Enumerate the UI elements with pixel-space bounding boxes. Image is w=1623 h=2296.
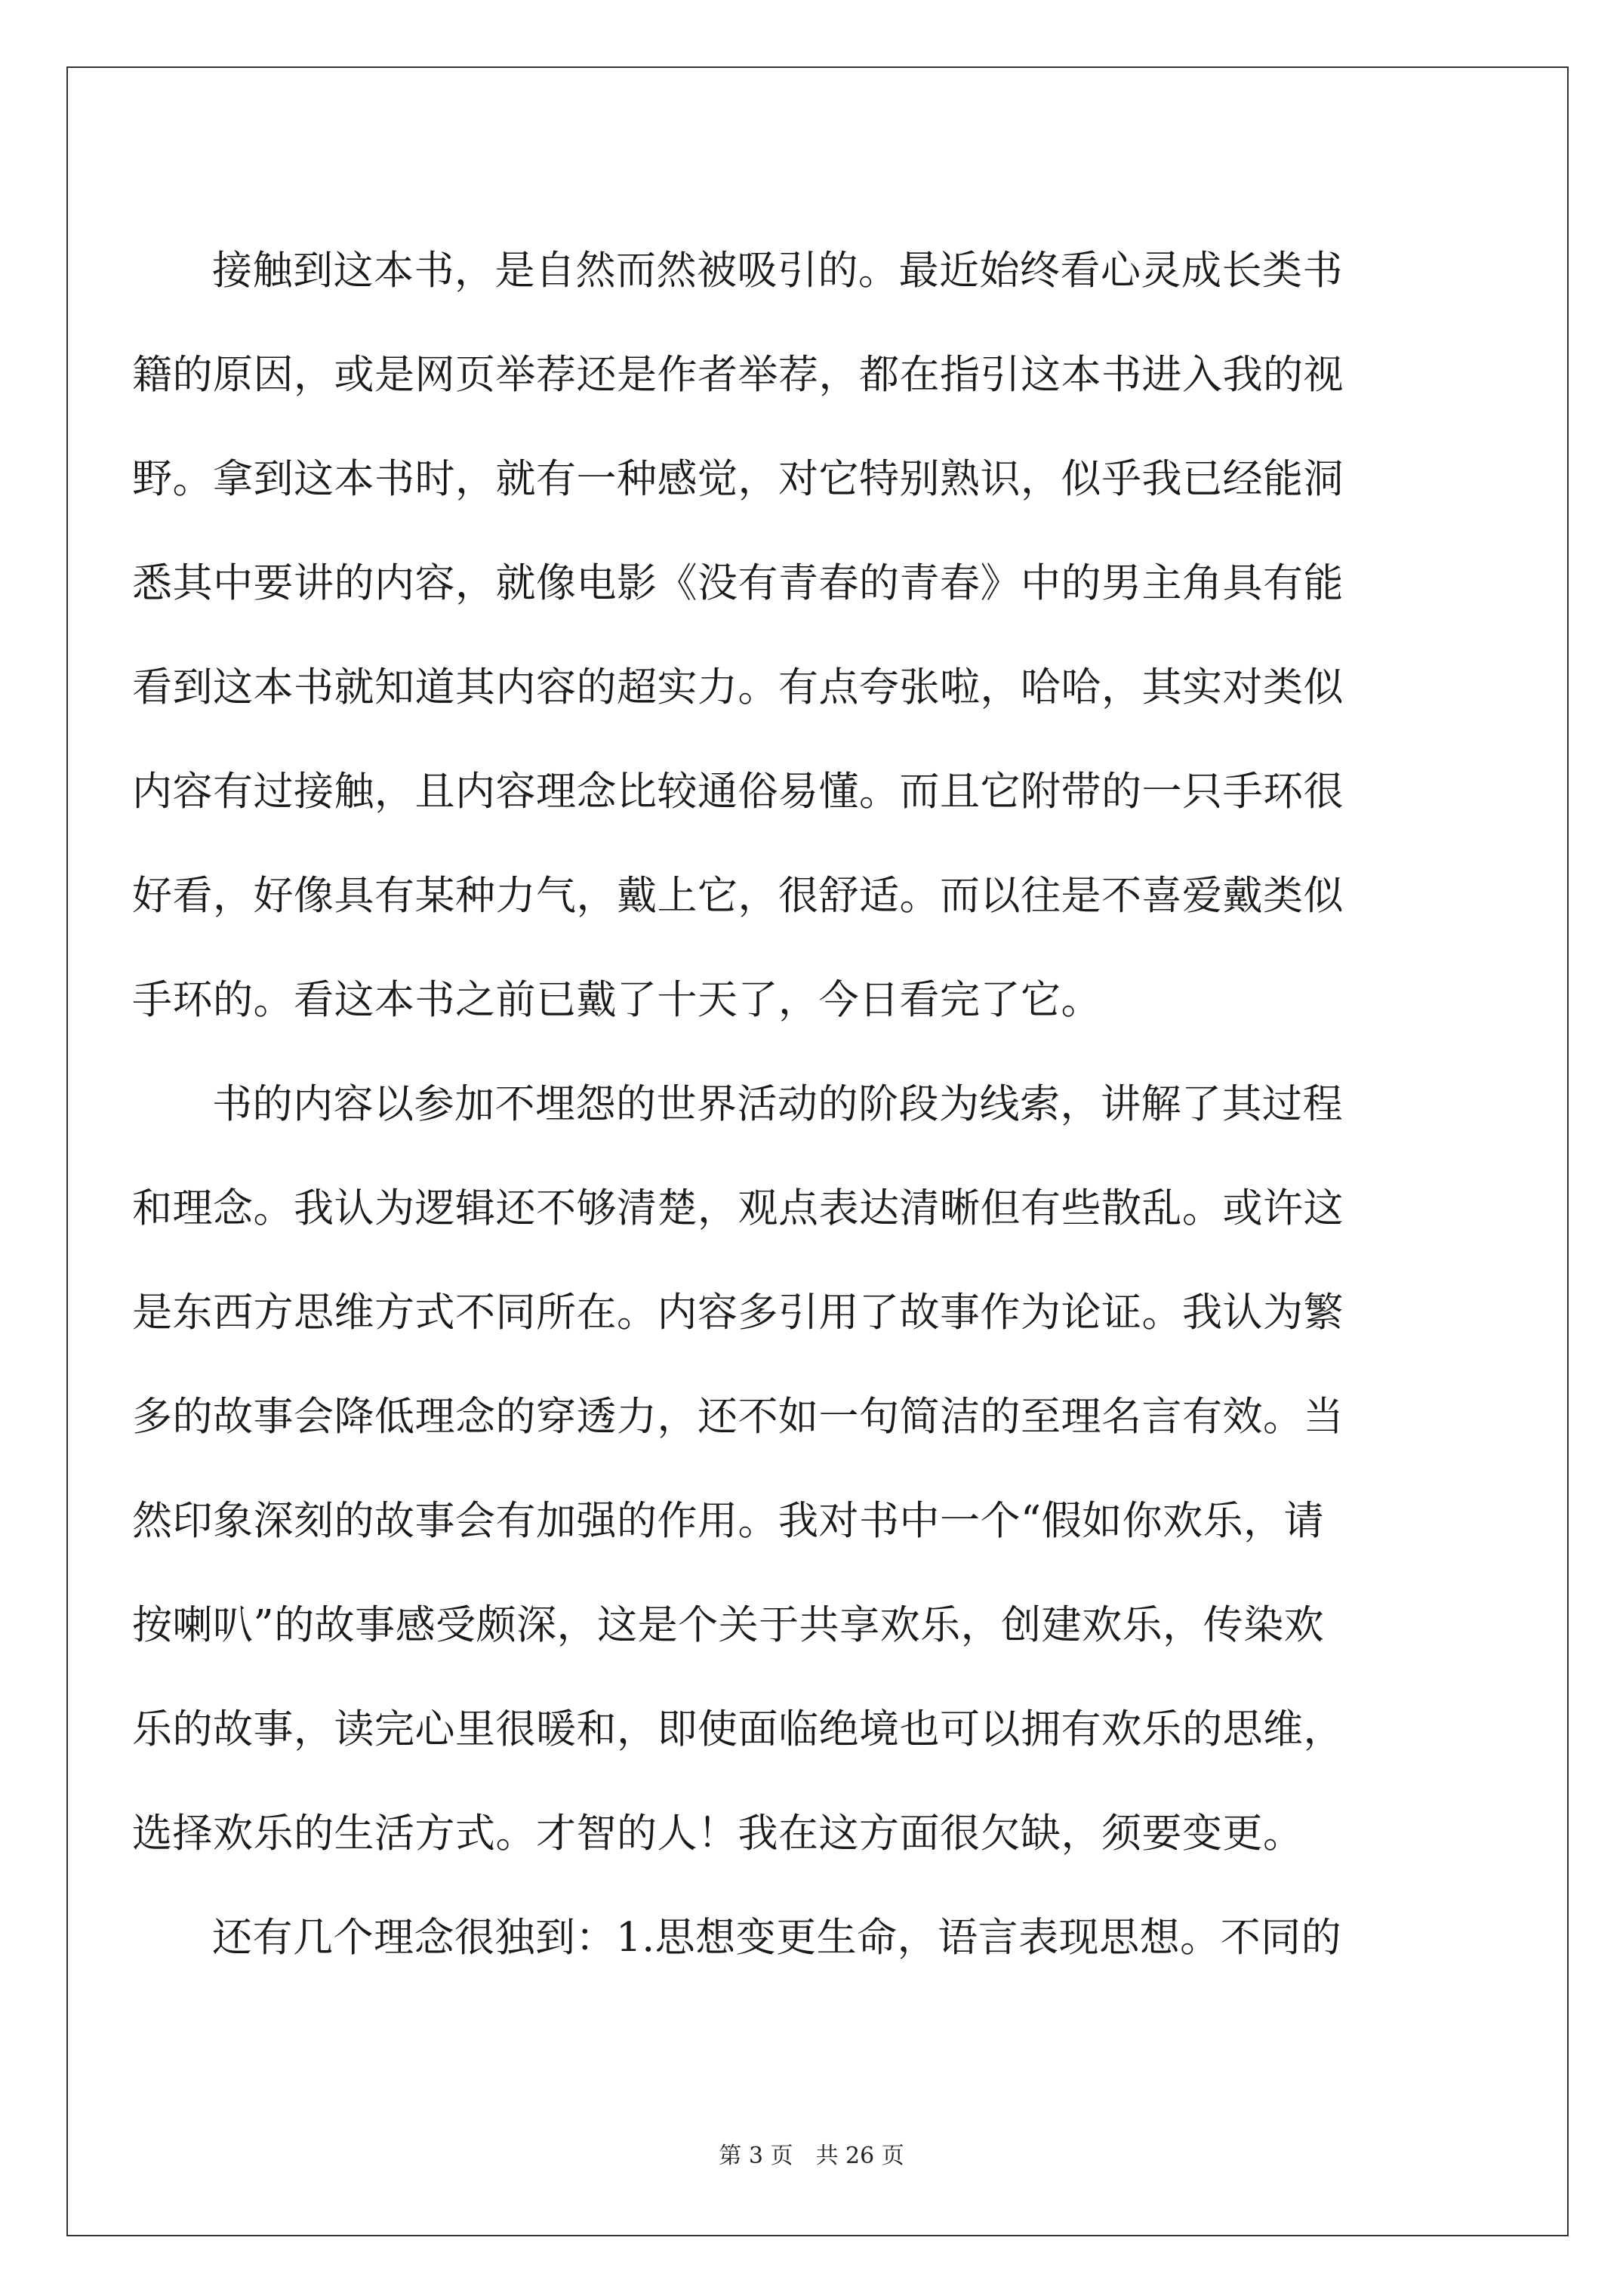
paragraph-1-line-4: 悉其中要讲的内容，就像电影《没有青春的青春》中的男主角具有能 [132,560,1344,606]
paragraph-2-line-6: 按喇叭”的故事感受颇深，这是个关于共享欢乐，创建欢乐，传染欢 [132,1602,1325,1648]
paragraph-2-line-3: 是东西方思维方式不同所在。内容多引用了故事作为论证。我认为繁 [132,1290,1344,1336]
paragraph-2-line-4: 多的故事会降低理念的穿透力，还不如一句简洁的至理名言有效。当 [132,1394,1344,1440]
page-number-footer: 第 3 页 共 26 页 [719,2143,904,2169]
paragraph-1-line-2: 籍的原因，或是网页举荐还是作者举荐，都在指引这本书进入我的视 [132,352,1344,398]
paragraph-1-line-1: 接触到这本书，是自然而然被吸引的。最近始终看心灵成长类书 [212,248,1343,294]
paragraph-2-line-5: 然印象深刻的故事会有加强的作用。我对书中一个“假如你欢乐，请 [132,1498,1325,1544]
paragraph-3-line-1: 还有几个理念很独到：1.思想变更生命，语言表现思想。不同的 [212,1915,1342,1961]
paragraph-1-line-8: 手环的。看这本书之前已戴了十天了，今日看完了它。 [132,977,1101,1023]
paragraph-1-line-3: 野。拿到这本书时，就有一种感觉，对它特别熟识，似乎我已经能洞 [132,456,1344,502]
paragraph-1-line-6: 内容有过接触，且内容理念比较通俗易懂。而且它附带的一只手环很 [132,769,1344,815]
paragraph-1-line-5: 看到这本书就知道其内容的超实力。有点夸张啦，哈哈，其实对类似 [132,664,1344,710]
paragraph-2-line-7: 乐的故事，读完心里很暖和，即使面临绝境也可以拥有欢乐的思维， [132,1706,1344,1752]
paragraph-2-line-8: 选择欢乐的生活方式。才智的人！我在这方面很欠缺，须要变更。 [132,1811,1304,1857]
document-body [132,219,1491,1990]
paragraph-2-line-2: 和理念。我认为逻辑还不够清楚，观点表达清晰但有些散乱。或许这 [132,1185,1344,1231]
paragraph-2-line-1: 书的内容以参加不埋怨的世界活动的阶段为线索，讲解了其过程 [212,1081,1343,1127]
paragraph-1-line-7: 好看，好像具有某种力气，戴上它，很舒适。而以往是不喜爱戴类似 [132,873,1344,919]
